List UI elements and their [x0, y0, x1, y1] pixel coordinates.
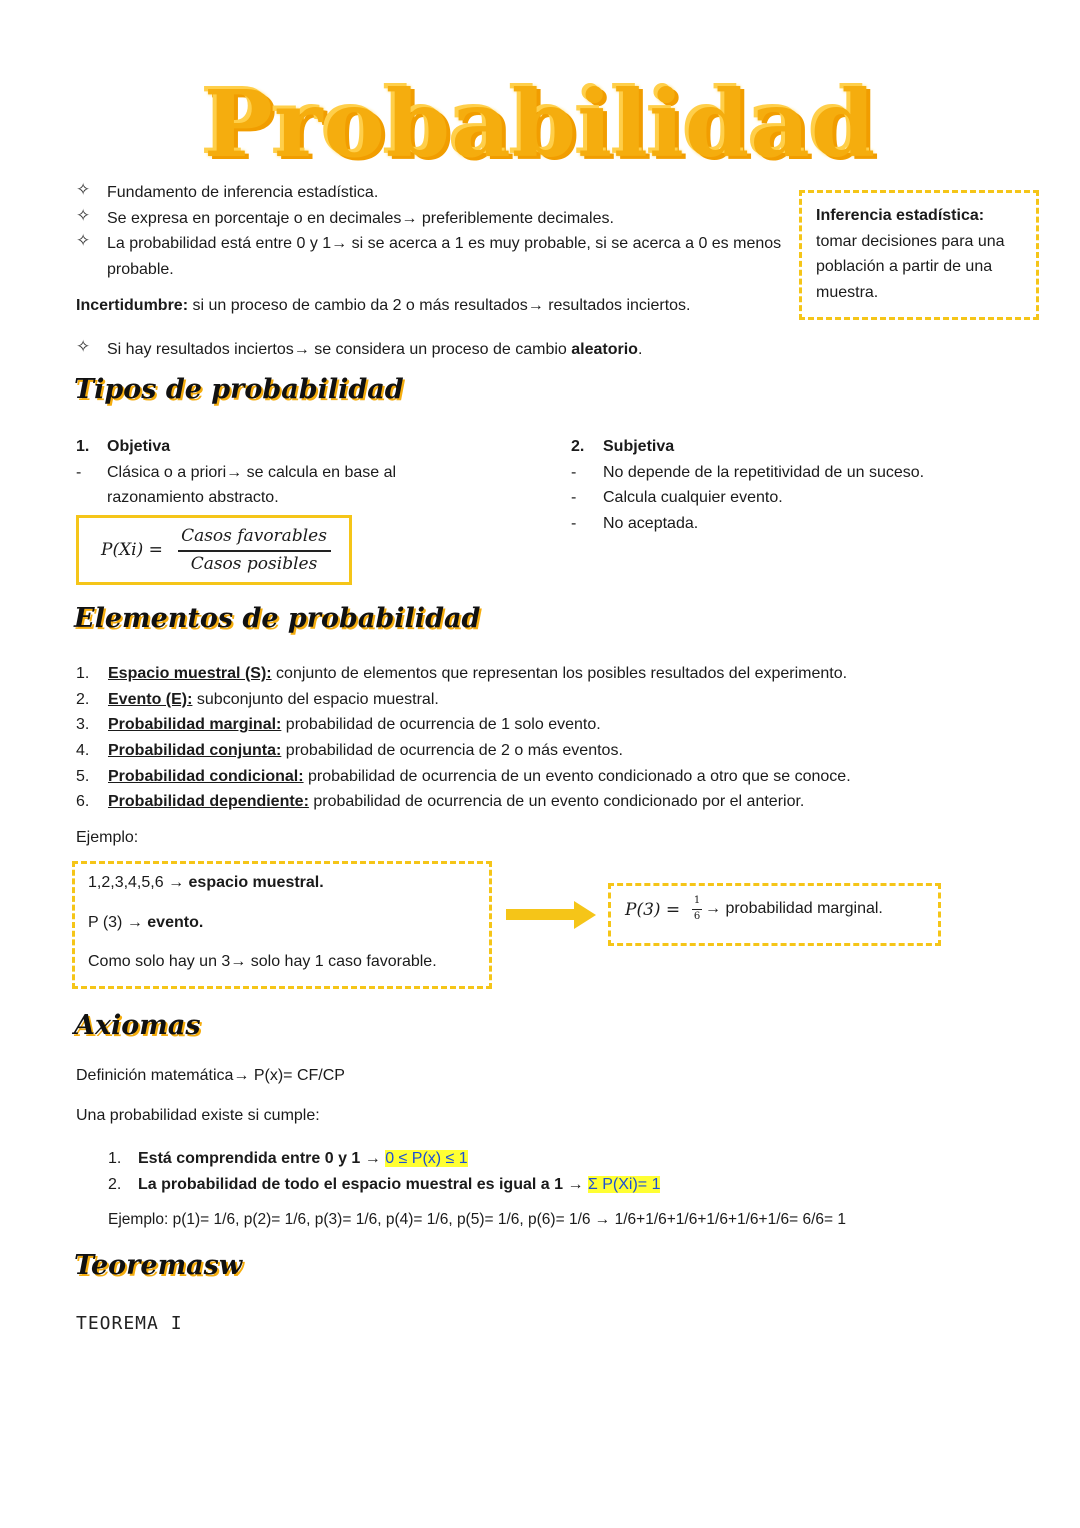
item-term: Espacio muestral (S):: [108, 665, 272, 682]
example-line-2: [88, 914, 203, 932]
item-desc: conjunto de elementos que representan los posibles resultados del experimento.: [271, 665, 848, 682]
inference-body: tomar decisiones para una población a partir de una muestra.: [816, 232, 1005, 301]
item-term: Probabilidad conjunta:: [108, 742, 282, 760]
star-bullet-icon: ✧: [76, 337, 91, 356]
random-bold: aleatorio: [571, 341, 638, 358]
example-line-3: Como solo hay un 3→ solo hay 1 caso favorable.: [88, 953, 437, 970]
arrow-right-icon: [506, 900, 598, 930]
example-label: Ejemplo:: [76, 829, 139, 846]
marginal-rhs: → probabilidad marginal.: [705, 900, 883, 917]
marginal-lhs: P(3) =: [625, 900, 681, 920]
list-item: [76, 661, 976, 687]
inference-title: Inferencia estadística:: [816, 207, 985, 224]
list-item: [76, 764, 976, 790]
bullet-item: [76, 180, 796, 206]
marginal-box: [608, 883, 941, 946]
list-item: [108, 1172, 908, 1198]
item-num: 6.: [76, 793, 90, 811]
bullet-item: [76, 206, 796, 232]
section-heading-axioms: Axiomas: [74, 1010, 201, 1041]
star-bullet-icon: ✧: [76, 231, 91, 250]
example-line2-bold: evento.: [147, 914, 204, 931]
item-term: Evento (E):: [108, 690, 193, 708]
item-desc: probabilidad de ocurrencia de un evento condicionado por el anterior.: [308, 793, 805, 811]
subjective-block: [571, 434, 991, 537]
section-heading-theorems: Teoremasw: [74, 1250, 243, 1281]
item-num: 1.: [76, 665, 90, 682]
dash-bullet-icon: -: [571, 515, 577, 533]
axioms-list: [108, 1146, 908, 1197]
item-term: Probabilidad condicional:: [108, 767, 304, 785]
exists-if: Una probabilidad existe si cumple:: [76, 1107, 320, 1124]
formula-numerator: Casos favorables: [181, 526, 327, 546]
dash-bullet-icon: -: [76, 463, 82, 481]
example-line2-plain: P (3) →: [88, 914, 148, 931]
subjective-item: No depende de la repetitividad de un suceso.: [603, 463, 925, 481]
list-item: [76, 789, 976, 815]
item-num: 5.: [76, 767, 90, 785]
example-box: [72, 861, 492, 989]
subjective-item: Calcula cualquier evento.: [603, 489, 783, 507]
axiom-example: Ejemplo: p(1)= 1/6, p(2)= 1/6, p(3)= 1/6, p(4)= 1/6, p(5)= 1/6, p(6)= 1/6 → 1/6+1/6+1/6+1/6+1/6+1/6= 6/6= 1: [108, 1211, 847, 1228]
axiom-num: 1.: [108, 1150, 122, 1167]
item-num: 2.: [76, 690, 90, 708]
uncertainty-term: Incertidumbre:: [76, 297, 189, 314]
example-line1-bold: espacio muestral.: [188, 874, 324, 891]
axiom-highlight: Σ P(Xi)= 1: [587, 1175, 661, 1193]
uncertainty-definition: si un proceso de cambio da 2 o más resultados→ resultados inciertos.: [188, 297, 691, 314]
subjective-num: 2.: [571, 438, 585, 455]
bullet-text: La probabilidad está entre 0 y 1→ si se acerca a 1 es muy probable, si se acerca a 0 es menos probable.: [107, 235, 782, 278]
item-num: 4.: [76, 742, 90, 760]
inference-box: [799, 190, 1039, 320]
subjective-title: Subjetiva: [603, 438, 675, 455]
objective-num: 1.: [76, 438, 90, 455]
formula-denominator: Casos posibles: [190, 554, 318, 574]
page-title: Probabilidad: [203, 70, 877, 178]
list-item: [108, 1146, 908, 1172]
formula-lhs: P(Xi) =: [101, 540, 163, 560]
star-bullet-icon: ✧: [76, 206, 91, 225]
dash-bullet-icon: -: [571, 489, 577, 507]
bullet-item: [76, 337, 796, 363]
random-text: Si hay resultados inciertos→ se considera un proceso de cambio: [107, 341, 572, 358]
section-heading-elements: Elementos de probabilidad: [74, 603, 481, 634]
example-line-1: [88, 874, 324, 892]
axiom-text: Está comprendida entre 0 y 1 →: [138, 1150, 386, 1167]
star-bullet-icon: ✧: [76, 180, 91, 199]
elements-list: [76, 661, 976, 815]
uncertainty-line: [76, 297, 691, 315]
axiom-num: 2.: [108, 1175, 122, 1193]
item-num: 3.: [76, 716, 90, 734]
section-heading-types: Tipos de probabilidad: [74, 374, 404, 405]
dash-bullet-icon: -: [571, 463, 577, 481]
fraction-bar: [178, 550, 331, 552]
formula-box: [76, 515, 352, 585]
item-term: Probabilidad dependiente:: [108, 793, 309, 811]
math-definition: Definición matemática→ P(x)= CF/CP: [76, 1067, 345, 1084]
item-desc: subconjunto del espacio muestral.: [192, 690, 439, 708]
fraction-bar: [692, 909, 702, 910]
subjective-item: No aceptada.: [603, 515, 699, 533]
list-item: [76, 712, 976, 738]
marginal-numerator: 1: [693, 895, 701, 906]
bullet-text: Se expresa en porcentaje o en decimales→ preferiblemente decimales.: [107, 210, 614, 227]
objective-title: Objetiva: [107, 438, 171, 455]
item-desc: probabilidad de ocurrencia de un evento condicionado a otro que se conoce.: [303, 767, 851, 785]
list-item: [76, 738, 976, 764]
bullet-item: [76, 231, 786, 282]
axiom-text: La probabilidad de todo el espacio muestral es igual a 1 →: [138, 1175, 588, 1193]
objective-block: [76, 434, 446, 511]
objective-item: Clásica o a priori→ se calcula en base al razonamiento abstracto.: [107, 463, 397, 507]
item-desc: probabilidad de ocurrencia de 2 o más eventos.: [281, 742, 623, 760]
random-end: .: [637, 341, 643, 358]
bullet-text: Fundamento de inferencia estadística.: [107, 184, 379, 201]
marginal-denominator: 6: [693, 911, 701, 922]
axiom-highlight: 0 ≤ P(x) ≤ 1: [385, 1150, 468, 1167]
list-item: [76, 687, 976, 713]
example-line1-plain: 1,2,3,4,5,6 →: [88, 874, 189, 891]
theorem-1-label: TEOREMA I: [76, 1313, 183, 1334]
item-desc: probabilidad de ocurrencia de 1 solo evento.: [281, 716, 601, 734]
item-term: Probabilidad marginal:: [108, 716, 282, 734]
